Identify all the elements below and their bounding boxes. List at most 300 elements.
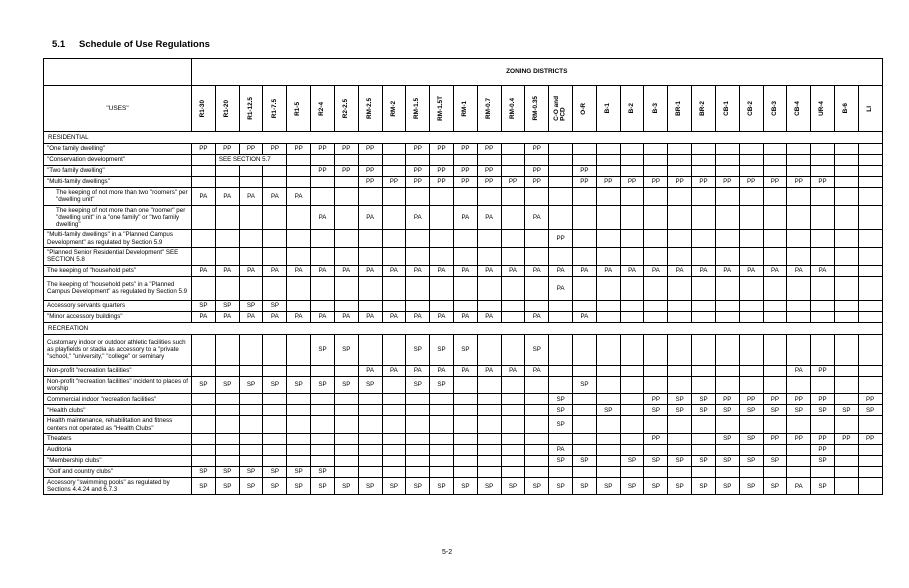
permission-cell: SP: [549, 477, 573, 495]
permission-cell: PA: [525, 265, 549, 276]
permission-cell: SP: [311, 466, 335, 477]
district-label: RM-0.35: [532, 96, 540, 121]
permission-cell: SP: [858, 405, 882, 416]
permission-cell: SP: [549, 405, 573, 416]
permission-cell: [620, 376, 644, 394]
category-row: [44, 322, 883, 334]
permission-cell: [477, 276, 501, 300]
permission-cell: SP: [430, 477, 454, 495]
permission-cell: PP: [263, 144, 287, 155]
permission-cell: PP: [525, 166, 549, 177]
permission-cell: SP: [287, 376, 311, 394]
permission-cell: SP: [715, 455, 739, 466]
permission-cell: [668, 444, 692, 455]
permission-cell: SP: [192, 376, 216, 394]
permission-cell: [596, 365, 620, 376]
permission-cell: [311, 248, 335, 266]
district-header: [549, 86, 573, 132]
permission-cell: SP: [406, 376, 430, 394]
permission-cell: [549, 248, 573, 266]
permission-cell: [596, 376, 620, 394]
permission-cell: [620, 394, 644, 405]
permission-cell: [834, 155, 858, 166]
permission-cell: SP: [334, 477, 358, 495]
permission-cell: [549, 433, 573, 444]
permission-cell: [263, 230, 287, 248]
permission-cell: [620, 416, 644, 434]
permission-cell: PA: [525, 205, 549, 230]
permission-cell: PP: [573, 166, 597, 177]
permission-cell: [692, 311, 716, 322]
table-row: [44, 155, 883, 166]
permission-cell: [239, 276, 263, 300]
permission-cell: PP: [858, 394, 882, 405]
table-row: [44, 433, 883, 444]
permission-cell: [311, 276, 335, 300]
permission-cell: SP: [811, 405, 835, 416]
permission-cell: PA: [477, 365, 501, 376]
permission-cell: [858, 188, 882, 206]
permission-cell: [549, 205, 573, 230]
permission-cell: [549, 311, 573, 322]
table-row: [44, 248, 883, 266]
permission-cell: PP: [834, 433, 858, 444]
permission-cell: [382, 144, 406, 155]
table-row: [44, 311, 883, 322]
district-header: [382, 86, 406, 132]
permission-cell: [834, 265, 858, 276]
permission-cell: [668, 248, 692, 266]
permission-cell: [620, 433, 644, 444]
permission-cell: [620, 276, 644, 300]
permission-cell: [358, 300, 382, 311]
permission-cell: SP: [215, 477, 239, 495]
permission-cell: [596, 311, 620, 322]
permission-cell: [477, 455, 501, 466]
permission-cell: [501, 248, 525, 266]
permission-cell: [811, 166, 835, 177]
district-header: [620, 86, 644, 132]
permission-cell: [477, 433, 501, 444]
permission-cell: SP: [763, 455, 787, 466]
permission-cell: [596, 276, 620, 300]
permission-cell: [739, 166, 763, 177]
zoning-districts-header: ZONING DISTRICTS: [192, 59, 883, 86]
permission-cell: [573, 205, 597, 230]
district-label: O-R: [580, 102, 588, 115]
permission-cell: PP: [811, 394, 835, 405]
permission-cell: PA: [525, 311, 549, 322]
permission-cell: PA: [549, 276, 573, 300]
permission-cell: PA: [453, 265, 477, 276]
permission-cell: [358, 433, 382, 444]
permission-cell: PP: [811, 365, 835, 376]
permission-cell: [406, 466, 430, 477]
permission-cell: [477, 466, 501, 477]
permission-cell: SP: [239, 376, 263, 394]
permission-cell: SP: [668, 394, 692, 405]
permission-cell: SP: [430, 376, 454, 394]
permission-cell: PP: [477, 166, 501, 177]
use-label: "Multi-family dwellings": [44, 177, 192, 188]
permission-cell: SP: [215, 300, 239, 311]
permission-cell: [358, 466, 382, 477]
permission-cell: [311, 365, 335, 376]
permission-cell: [406, 248, 430, 266]
district-header: [192, 86, 216, 132]
section-number: 5.1: [52, 39, 66, 50]
permission-cell: [644, 188, 668, 206]
permission-cell: [287, 405, 311, 416]
district-label: R1-7.5: [270, 98, 278, 119]
permission-cell: [620, 365, 644, 376]
permission-cell: PA: [311, 311, 335, 322]
permission-cell: [334, 405, 358, 416]
permission-cell: [382, 205, 406, 230]
use-label: The keeping of "household pets": [44, 265, 192, 276]
permission-cell: [453, 416, 477, 434]
permission-cell: SP: [834, 405, 858, 416]
permission-cell: [668, 433, 692, 444]
permission-cell: [263, 248, 287, 266]
permission-cell: SP: [573, 455, 597, 466]
permission-cell: [573, 144, 597, 155]
permission-cell: [620, 405, 644, 416]
permission-cell: PP: [763, 177, 787, 188]
permission-cell: PP: [715, 394, 739, 405]
permission-cell: SP: [430, 334, 454, 365]
permission-cell: [668, 466, 692, 477]
permission-cell: [573, 466, 597, 477]
permission-cell: [715, 365, 739, 376]
permission-cell: PA: [358, 265, 382, 276]
page-number: 5-2: [442, 549, 453, 556]
permission-cell: [692, 334, 716, 365]
permission-cell: PP: [477, 144, 501, 155]
permission-cell: [525, 376, 549, 394]
permission-cell: [215, 230, 239, 248]
permission-cell: [763, 248, 787, 266]
category-row: [44, 132, 883, 144]
permission-cell: [692, 433, 716, 444]
permission-cell: [811, 144, 835, 155]
permission-cell: [549, 166, 573, 177]
permission-cell: [477, 444, 501, 455]
permission-cell: [334, 416, 358, 434]
permission-cell: PP: [644, 177, 668, 188]
permission-cell: [311, 177, 335, 188]
permission-cell: PP: [358, 177, 382, 188]
table-row: [44, 466, 883, 477]
permission-cell: [811, 188, 835, 206]
permission-cell: [858, 444, 882, 455]
permission-cell: [192, 433, 216, 444]
permission-cell: [358, 276, 382, 300]
permission-cell: [287, 394, 311, 405]
permission-cell: [334, 365, 358, 376]
permission-cell: SP: [311, 334, 335, 365]
permission-cell: [620, 144, 644, 155]
permission-cell: [311, 230, 335, 248]
permission-cell: [739, 311, 763, 322]
permission-cell: PP: [382, 177, 406, 188]
permission-cell: [263, 394, 287, 405]
permission-cell: SP: [620, 477, 644, 495]
permission-cell: [215, 177, 239, 188]
permission-cell: [192, 365, 216, 376]
permission-cell: PA: [287, 188, 311, 206]
permission-cell: SP: [644, 405, 668, 416]
permission-cell: [382, 155, 406, 166]
schedule-of-use-table: [43, 58, 883, 495]
permission-cell: PA: [239, 265, 263, 276]
permission-cell: [620, 300, 644, 311]
permission-cell: [239, 444, 263, 455]
permission-cell: PA: [453, 205, 477, 230]
district-label: B-2: [627, 103, 635, 114]
permission-cell: SP: [715, 405, 739, 416]
permission-cell: [501, 455, 525, 466]
permission-cell: [620, 188, 644, 206]
permission-cell: [215, 248, 239, 266]
permission-cell: [787, 155, 811, 166]
permission-cell: PA: [573, 265, 597, 276]
permission-cell: [287, 205, 311, 230]
permission-cell: [215, 416, 239, 434]
permission-cell: SP: [477, 477, 501, 495]
permission-cell: [430, 205, 454, 230]
permission-cell: [287, 177, 311, 188]
district-header: [668, 86, 692, 132]
permission-cell: [692, 188, 716, 206]
district-label: RM-0.7: [484, 98, 492, 119]
permission-cell: [644, 248, 668, 266]
permission-cell: [787, 416, 811, 434]
permission-cell: PA: [549, 444, 573, 455]
permission-cell: PP: [811, 444, 835, 455]
permission-cell: [311, 188, 335, 206]
permission-cell: [834, 466, 858, 477]
permission-cell: [715, 466, 739, 477]
permission-cell: [501, 416, 525, 434]
permission-cell: [382, 334, 406, 365]
permission-cell: SP: [358, 376, 382, 394]
permission-cell: [739, 205, 763, 230]
permission-cell: [858, 177, 882, 188]
permission-cell: [739, 155, 763, 166]
permission-cell: PP: [334, 144, 358, 155]
permission-cell: SP: [406, 334, 430, 365]
permission-cell: [715, 155, 739, 166]
permission-cell: PP: [644, 394, 668, 405]
permission-cell: [596, 166, 620, 177]
permission-cell: [263, 405, 287, 416]
table-row: [44, 416, 883, 434]
table-row: [44, 144, 883, 155]
permission-cell: [858, 311, 882, 322]
permission-cell: [525, 444, 549, 455]
permission-cell: SP: [811, 455, 835, 466]
permission-cell: [382, 230, 406, 248]
permission-cell: [453, 394, 477, 405]
district-header: [311, 86, 335, 132]
permission-cell: [811, 276, 835, 300]
permission-cell: PP: [477, 177, 501, 188]
permission-cell: [715, 416, 739, 434]
permission-cell: [477, 155, 501, 166]
permission-cell: [501, 334, 525, 365]
permission-cell: [287, 444, 311, 455]
permission-cell: [787, 311, 811, 322]
permission-cell: PA: [406, 365, 430, 376]
use-label: "Two family dwelling": [44, 166, 192, 177]
permission-cell: [668, 416, 692, 434]
use-label: "Minor accessory buildings": [44, 311, 192, 322]
permission-cell: [668, 276, 692, 300]
permission-cell: [501, 205, 525, 230]
table-row: [44, 265, 883, 276]
use-label: "Health clubs": [44, 405, 192, 416]
permission-cell: PA: [406, 265, 430, 276]
permission-cell: SP: [739, 455, 763, 466]
permission-cell: [596, 205, 620, 230]
permission-cell: [644, 155, 668, 166]
permission-cell: PA: [477, 311, 501, 322]
permission-cell: [715, 334, 739, 365]
permission-cell: SP: [549, 455, 573, 466]
permission-cell: [692, 144, 716, 155]
permission-cell: PP: [739, 177, 763, 188]
permission-cell: [477, 394, 501, 405]
permission-cell: [358, 188, 382, 206]
permission-cell: [406, 230, 430, 248]
permission-cell: [525, 416, 549, 434]
permission-cell: PP: [715, 177, 739, 188]
permission-cell: [644, 334, 668, 365]
permission-cell: [501, 300, 525, 311]
permission-cell: [668, 311, 692, 322]
permission-cell: [287, 276, 311, 300]
permission-cell: PA: [430, 365, 454, 376]
category-heading: RECREATION: [44, 322, 883, 334]
permission-cell: PA: [406, 311, 430, 322]
permission-cell: [715, 230, 739, 248]
use-label: Non-profit "recreation facilities": [44, 365, 192, 376]
permission-cell: SP: [692, 394, 716, 405]
permission-cell: [525, 276, 549, 300]
permission-cell: [549, 177, 573, 188]
permission-cell: SP: [263, 376, 287, 394]
permission-cell: [620, 166, 644, 177]
use-label: Auditoria: [44, 444, 192, 455]
permission-cell: [334, 248, 358, 266]
permission-cell: [858, 416, 882, 434]
permission-cell: [287, 334, 311, 365]
permission-cell: [739, 144, 763, 155]
permission-cell: PA: [787, 477, 811, 495]
permission-cell: [692, 365, 716, 376]
district-label: RM-1.5T: [437, 96, 445, 121]
permission-cell: [715, 205, 739, 230]
permission-cell: [239, 205, 263, 230]
permission-cell: [549, 376, 573, 394]
permission-cell: [763, 230, 787, 248]
permission-cell: SP: [287, 466, 311, 477]
permission-cell: PP: [358, 166, 382, 177]
permission-cell: PP: [430, 177, 454, 188]
permission-cell: SP: [263, 477, 287, 495]
permission-cell: PP: [596, 177, 620, 188]
permission-cell: SP: [596, 477, 620, 495]
permission-cell: [858, 276, 882, 300]
permission-cell: [763, 365, 787, 376]
permission-cell: PA: [763, 265, 787, 276]
permission-cell: [763, 205, 787, 230]
permission-cell: [501, 144, 525, 155]
permission-cell: [549, 300, 573, 311]
permission-cell: [573, 433, 597, 444]
permission-cell: [668, 144, 692, 155]
permission-cell: SP: [763, 405, 787, 416]
permission-cell: [215, 276, 239, 300]
permission-cell: [834, 365, 858, 376]
permission-cell: [358, 455, 382, 466]
permission-cell: [453, 433, 477, 444]
permission-cell: PP: [311, 144, 335, 155]
permission-cell: [311, 444, 335, 455]
permission-cell: PA: [239, 311, 263, 322]
permission-cell: [453, 466, 477, 477]
permission-cell: [644, 230, 668, 248]
district-header: [811, 86, 835, 132]
permission-cell: PA: [501, 365, 525, 376]
permission-cell: [644, 205, 668, 230]
permission-cell: [453, 405, 477, 416]
permission-cell: [501, 444, 525, 455]
permission-cell: PA: [430, 265, 454, 276]
use-label: Health maintenance, rehabilitation and fitness centers not operated as "Health Clubs": [44, 416, 192, 434]
permission-cell: SP: [382, 477, 406, 495]
permission-cell: [811, 334, 835, 365]
permission-cell: PA: [477, 205, 501, 230]
permission-cell: [334, 466, 358, 477]
permission-cell: [382, 433, 406, 444]
permission-cell: [668, 300, 692, 311]
table-row: [44, 365, 883, 376]
permission-cell: [430, 230, 454, 248]
permission-cell: SP: [334, 334, 358, 365]
permission-cell: SP: [644, 477, 668, 495]
permission-cell: [596, 155, 620, 166]
district-label: BR-1: [675, 101, 683, 116]
permission-cell: SP: [549, 394, 573, 405]
permission-cell: [763, 444, 787, 455]
permission-cell: SP: [692, 405, 716, 416]
permission-cell: SP: [406, 477, 430, 495]
permission-cell: PA: [787, 265, 811, 276]
permission-cell: PA: [334, 265, 358, 276]
permission-cell: [739, 230, 763, 248]
permission-cell: [192, 334, 216, 365]
permission-cell: [311, 416, 335, 434]
permission-cell: [858, 376, 882, 394]
permission-cell: [596, 433, 620, 444]
permission-cell: [430, 444, 454, 455]
permission-cell: [430, 405, 454, 416]
permission-cell: [525, 394, 549, 405]
permission-cell: [787, 466, 811, 477]
permission-cell: [334, 205, 358, 230]
